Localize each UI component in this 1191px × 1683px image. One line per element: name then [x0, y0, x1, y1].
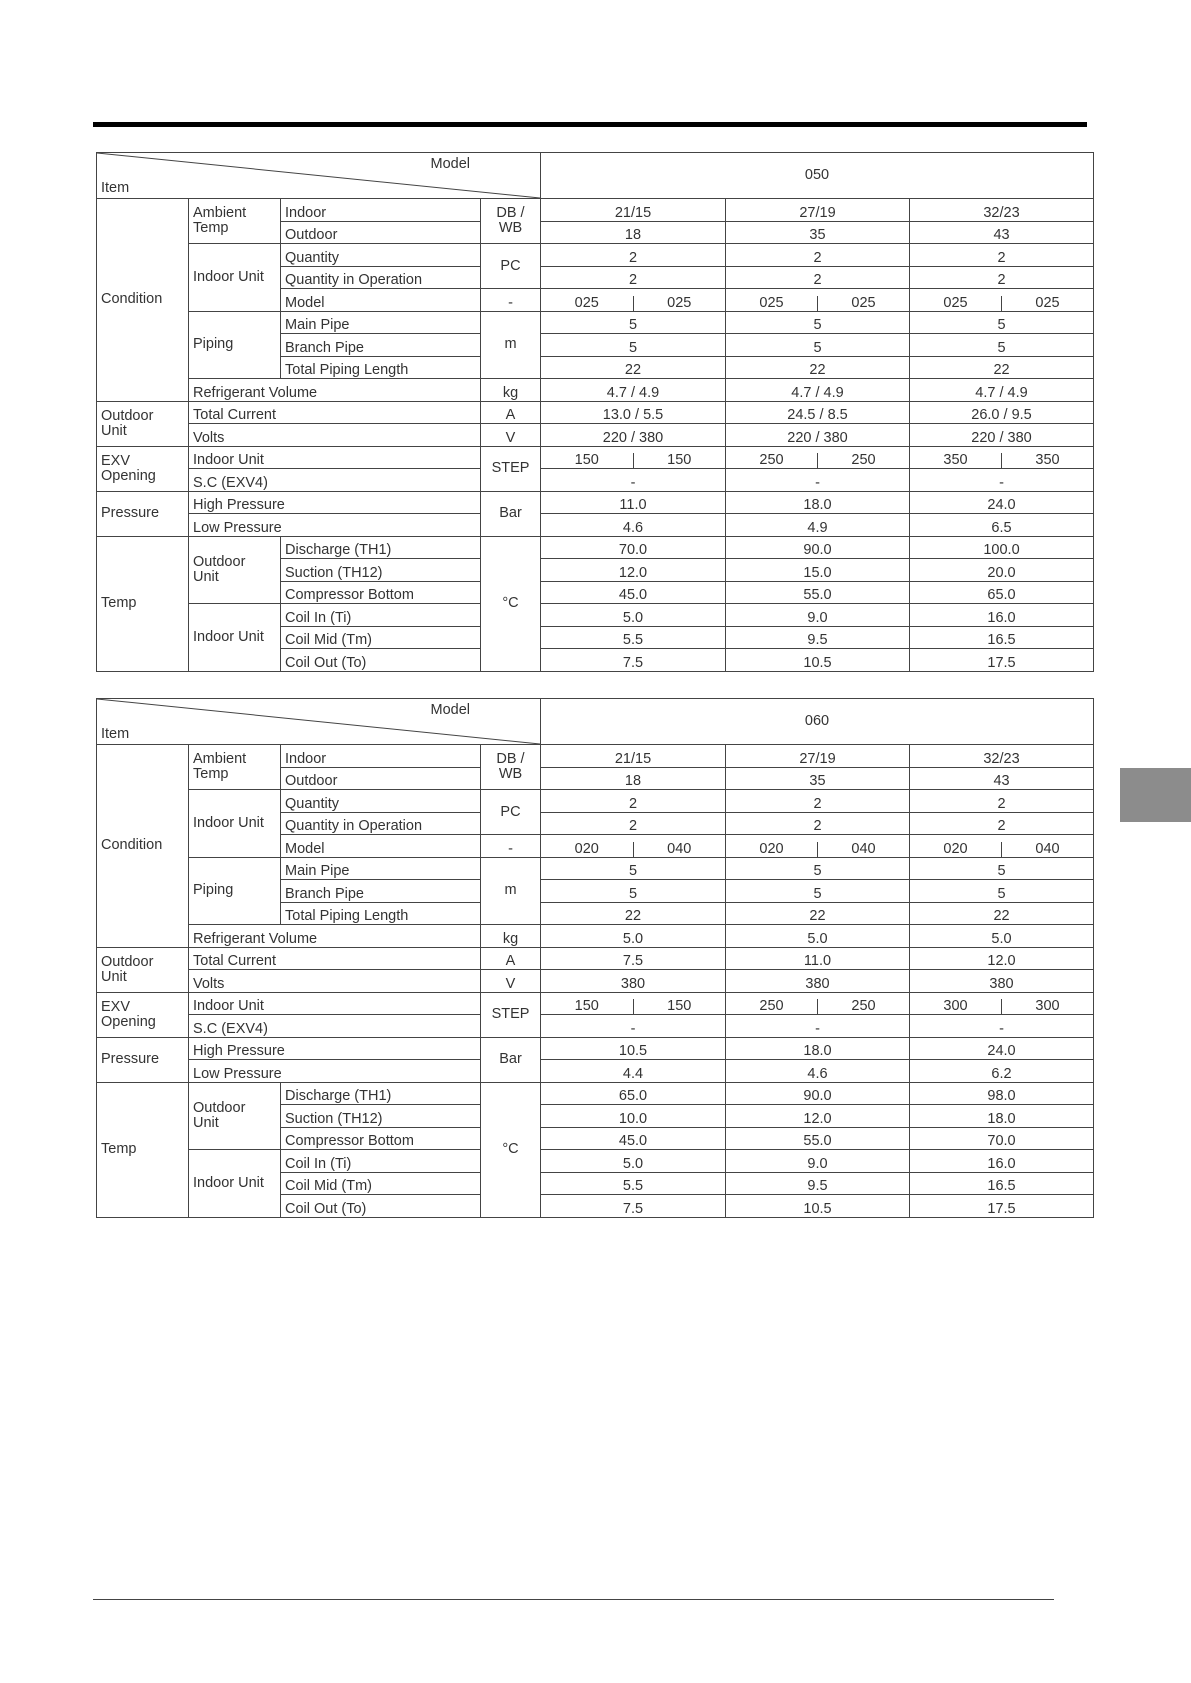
label-item: Item	[101, 726, 130, 742]
cell: -	[726, 1015, 910, 1038]
cell: 7.5	[541, 947, 726, 970]
group-exv-opening: EXV Opening	[97, 446, 189, 491]
cell: 5	[910, 857, 1094, 880]
cell: 90.0	[726, 536, 910, 559]
row-suction: Suction (TH12)	[281, 1105, 481, 1128]
row-low-pressure: Low Pressure	[189, 514, 481, 537]
cell: 6.5	[910, 514, 1094, 537]
unit-m: m	[481, 311, 541, 379]
cell-split: 300 300	[910, 992, 1094, 1015]
cell: 380	[541, 970, 726, 993]
cell: 18	[541, 221, 726, 244]
cell: 20.0	[910, 559, 1094, 582]
cell-split: 350 350	[910, 446, 1094, 469]
cell: 4.6	[541, 514, 726, 537]
cell: 380	[910, 970, 1094, 993]
cell: 45.0	[541, 581, 726, 604]
header-rule	[93, 122, 1087, 127]
cell: 21/15	[541, 745, 726, 768]
group-indoor-unit: Indoor Unit	[189, 790, 281, 858]
group-temp-outdoor-unit: Outdoor Unit	[189, 1082, 281, 1150]
cell: 4.9	[726, 514, 910, 537]
cell-split: 025 025	[910, 289, 1094, 312]
unit-step: STEP	[481, 446, 541, 491]
cell: 11.0	[726, 947, 910, 970]
cell: 24.0	[910, 491, 1094, 514]
label-model: Model	[430, 156, 470, 172]
model-number: 050	[541, 153, 1094, 199]
cell: 26.0 / 9.5	[910, 401, 1094, 424]
row-indoor: Indoor	[281, 199, 481, 222]
row-total-piping-length: Total Piping Length	[281, 356, 481, 379]
cell: 24.0	[910, 1037, 1094, 1060]
group-indoor-unit: Indoor Unit	[189, 244, 281, 312]
group-temp-outdoor-unit: Outdoor Unit	[189, 536, 281, 604]
group-condition: Condition	[97, 745, 189, 948]
row-coil-in: Coil In (Ti)	[281, 1150, 481, 1173]
cell: 10.5	[726, 649, 910, 672]
row-suction: Suction (TH12)	[281, 559, 481, 582]
unit-db-wb: DB / WB	[481, 199, 541, 244]
cell: 2	[910, 790, 1094, 813]
unit-pc: PC	[481, 790, 541, 835]
row-quantity: Quantity	[281, 790, 481, 813]
group-ambient-temp: Ambient Temp	[189, 199, 281, 244]
cell: 70.0	[541, 536, 726, 559]
group-temp: Temp	[97, 536, 189, 671]
cell: 24.5 / 8.5	[726, 401, 910, 424]
cell: 11.0	[541, 491, 726, 514]
cell: 2	[541, 266, 726, 289]
cell: 22	[726, 356, 910, 379]
cell: 16.5	[910, 626, 1094, 649]
row-sc-exv4: S.C (EXV4)	[189, 1015, 481, 1038]
row-discharge: Discharge (TH1)	[281, 1082, 481, 1105]
cell: 12.0	[541, 559, 726, 582]
cell: 5	[726, 334, 910, 357]
cell: 4.4	[541, 1060, 726, 1083]
cell: 2	[910, 812, 1094, 835]
cell: 2	[541, 790, 726, 813]
cell: 27/19	[726, 199, 910, 222]
cell: 2	[541, 244, 726, 267]
group-outdoor-unit: Outdoor Unit	[97, 401, 189, 446]
cell: 4.6	[726, 1060, 910, 1083]
cell: 2	[541, 812, 726, 835]
cell: 5	[541, 311, 726, 334]
cell-split: 020 040	[726, 835, 910, 858]
row-coil-in: Coil In (Ti)	[281, 604, 481, 627]
group-condition: Condition	[97, 199, 189, 402]
unit-bar: Bar	[481, 1037, 541, 1082]
cell: 5.5	[541, 626, 726, 649]
cell: 90.0	[726, 1082, 910, 1105]
row-coil-mid: Coil Mid (Tm)	[281, 626, 481, 649]
cell: 5.0	[541, 925, 726, 948]
cell: 10.5	[541, 1037, 726, 1060]
cell: 5	[541, 334, 726, 357]
cell: 5.0	[541, 604, 726, 627]
cell: 65.0	[910, 581, 1094, 604]
group-temp: Temp	[97, 1082, 189, 1217]
cell: 22	[726, 902, 910, 925]
cell: 10.0	[541, 1105, 726, 1128]
cell: 9.5	[726, 1172, 910, 1195]
cell: 12.0	[726, 1105, 910, 1128]
unit-dash: -	[481, 835, 541, 858]
cell: 2	[910, 244, 1094, 267]
group-pressure: Pressure	[97, 491, 189, 536]
header-item-model	[97, 699, 541, 745]
cell: 45.0	[541, 1127, 726, 1150]
cell: 16.5	[910, 1172, 1094, 1195]
cell: 5	[541, 880, 726, 903]
unit-kg: kg	[481, 379, 541, 402]
cell: 17.5	[910, 1195, 1094, 1218]
spec-table-060	[96, 698, 1094, 1218]
cell: 4.7 / 4.9	[541, 379, 726, 402]
unit-v: V	[481, 970, 541, 993]
row-main-pipe: Main Pipe	[281, 857, 481, 880]
cell: 15.0	[726, 559, 910, 582]
cell: 4.7 / 4.9	[726, 379, 910, 402]
cell: 5.5	[541, 1172, 726, 1195]
cell: 5	[726, 311, 910, 334]
unit-db-wb: DB / WB	[481, 745, 541, 790]
label-item: Item	[101, 180, 130, 196]
cell-split: 250 250	[726, 992, 910, 1015]
cell: -	[910, 469, 1094, 492]
cell: 55.0	[726, 1127, 910, 1150]
cell: -	[541, 469, 726, 492]
row-branch-pipe: Branch Pipe	[281, 334, 481, 357]
cell: 16.0	[910, 604, 1094, 627]
cell: 220 / 380	[910, 424, 1094, 447]
unit-m: m	[481, 857, 541, 925]
group-outdoor-unit: Outdoor Unit	[97, 947, 189, 992]
cell: -	[726, 469, 910, 492]
group-temp-indoor-unit: Indoor Unit	[189, 604, 281, 672]
cell: 2	[726, 812, 910, 835]
cell: 380	[726, 970, 910, 993]
cell: 9.5	[726, 626, 910, 649]
group-exv-opening: EXV Opening	[97, 992, 189, 1037]
row-compressor-bottom: Compressor Bottom	[281, 581, 481, 604]
unit-pc: PC	[481, 244, 541, 289]
cell: 5	[910, 880, 1094, 903]
cell: -	[541, 1015, 726, 1038]
unit-deg-c: °C	[481, 1082, 541, 1217]
row-model: Model	[281, 835, 481, 858]
row-main-pipe: Main Pipe	[281, 311, 481, 334]
cell: -	[910, 1015, 1094, 1038]
row-outdoor: Outdoor	[281, 221, 481, 244]
unit-bar: Bar	[481, 491, 541, 536]
cell: 12.0	[910, 947, 1094, 970]
cell: 100.0	[910, 536, 1094, 559]
section-tab	[1120, 768, 1191, 822]
cell: 5	[910, 334, 1094, 357]
cell: 27/19	[726, 745, 910, 768]
row-outdoor: Outdoor	[281, 767, 481, 790]
row-exv-indoor-unit: Indoor Unit	[189, 992, 481, 1015]
cell: 18.0	[726, 491, 910, 514]
unit-deg-c: °C	[481, 536, 541, 671]
cell: 220 / 380	[726, 424, 910, 447]
cell-split: 250 250	[726, 446, 910, 469]
cell: 55.0	[726, 581, 910, 604]
cell: 7.5	[541, 649, 726, 672]
cell-split: 025 025	[726, 289, 910, 312]
row-high-pressure: High Pressure	[189, 491, 481, 514]
row-total-current: Total Current	[189, 401, 481, 424]
row-refrigerant-volume: Refrigerant Volume	[189, 379, 481, 402]
row-indoor: Indoor	[281, 745, 481, 768]
cell: 2	[910, 266, 1094, 289]
cell: 2	[726, 244, 910, 267]
cell: 5	[541, 857, 726, 880]
header-item-model	[97, 153, 541, 199]
row-compressor-bottom: Compressor Bottom	[281, 1127, 481, 1150]
cell: 13.0 / 5.5	[541, 401, 726, 424]
cell-split: 020 040	[541, 835, 726, 858]
row-volts: Volts	[189, 424, 481, 447]
cell: 32/23	[910, 199, 1094, 222]
unit-a: A	[481, 401, 541, 424]
row-volts: Volts	[189, 970, 481, 993]
row-quantity-in-operation: Quantity in Operation	[281, 812, 481, 835]
cell: 18.0	[910, 1105, 1094, 1128]
cell-split: 020 040	[910, 835, 1094, 858]
row-coil-out: Coil Out (To)	[281, 649, 481, 672]
group-pressure: Pressure	[97, 1037, 189, 1082]
footer-rule	[93, 1599, 1054, 1600]
row-coil-mid: Coil Mid (Tm)	[281, 1172, 481, 1195]
group-piping: Piping	[189, 857, 281, 925]
row-refrigerant-volume: Refrigerant Volume	[189, 925, 481, 948]
cell: 5	[726, 857, 910, 880]
cell: 5	[910, 311, 1094, 334]
row-sc-exv4: S.C (EXV4)	[189, 469, 481, 492]
unit-kg: kg	[481, 925, 541, 948]
row-quantity: Quantity	[281, 244, 481, 267]
cell: 5.0	[726, 925, 910, 948]
row-discharge: Discharge (TH1)	[281, 536, 481, 559]
cell: 17.5	[910, 649, 1094, 672]
cell: 2	[726, 790, 910, 813]
cell: 9.0	[726, 604, 910, 627]
row-branch-pipe: Branch Pipe	[281, 880, 481, 903]
row-total-current: Total Current	[189, 947, 481, 970]
cell: 9.0	[726, 1150, 910, 1173]
cell: 22	[541, 356, 726, 379]
cell: 22	[910, 902, 1094, 925]
unit-a: A	[481, 947, 541, 970]
cell: 65.0	[541, 1082, 726, 1105]
cell-split: 025 025	[541, 289, 726, 312]
cell: 70.0	[910, 1127, 1094, 1150]
row-coil-out: Coil Out (To)	[281, 1195, 481, 1218]
cell-split: 150 150	[541, 446, 726, 469]
unit-dash: -	[481, 289, 541, 312]
cell: 18.0	[726, 1037, 910, 1060]
row-high-pressure: High Pressure	[189, 1037, 481, 1060]
cell: 35	[726, 221, 910, 244]
cell: 43	[910, 767, 1094, 790]
cell: 5.0	[541, 1150, 726, 1173]
cell: 22	[541, 902, 726, 925]
model-number: 060	[541, 699, 1094, 745]
cell: 7.5	[541, 1195, 726, 1218]
unit-step: STEP	[481, 992, 541, 1037]
row-model: Model	[281, 289, 481, 312]
cell: 6.2	[910, 1060, 1094, 1083]
cell-split: 150 150	[541, 992, 726, 1015]
cell: 10.5	[726, 1195, 910, 1218]
cell: 2	[726, 266, 910, 289]
unit-v: V	[481, 424, 541, 447]
cell: 98.0	[910, 1082, 1094, 1105]
cell: 21/15	[541, 199, 726, 222]
cell: 43	[910, 221, 1094, 244]
row-total-piping-length: Total Piping Length	[281, 902, 481, 925]
cell: 22	[910, 356, 1094, 379]
cell: 35	[726, 767, 910, 790]
row-low-pressure: Low Pressure	[189, 1060, 481, 1083]
cell: 5	[726, 880, 910, 903]
cell: 5.0	[910, 925, 1094, 948]
row-exv-indoor-unit: Indoor Unit	[189, 446, 481, 469]
label-model: Model	[430, 702, 470, 718]
row-quantity-in-operation: Quantity in Operation	[281, 266, 481, 289]
group-temp-indoor-unit: Indoor Unit	[189, 1150, 281, 1218]
cell: 16.0	[910, 1150, 1094, 1173]
cell: 18	[541, 767, 726, 790]
group-piping: Piping	[189, 311, 281, 379]
cell: 220 / 380	[541, 424, 726, 447]
spec-table-050	[96, 152, 1094, 672]
cell: 32/23	[910, 745, 1094, 768]
cell: 4.7 / 4.9	[910, 379, 1094, 402]
group-ambient-temp: Ambient Temp	[189, 745, 281, 790]
